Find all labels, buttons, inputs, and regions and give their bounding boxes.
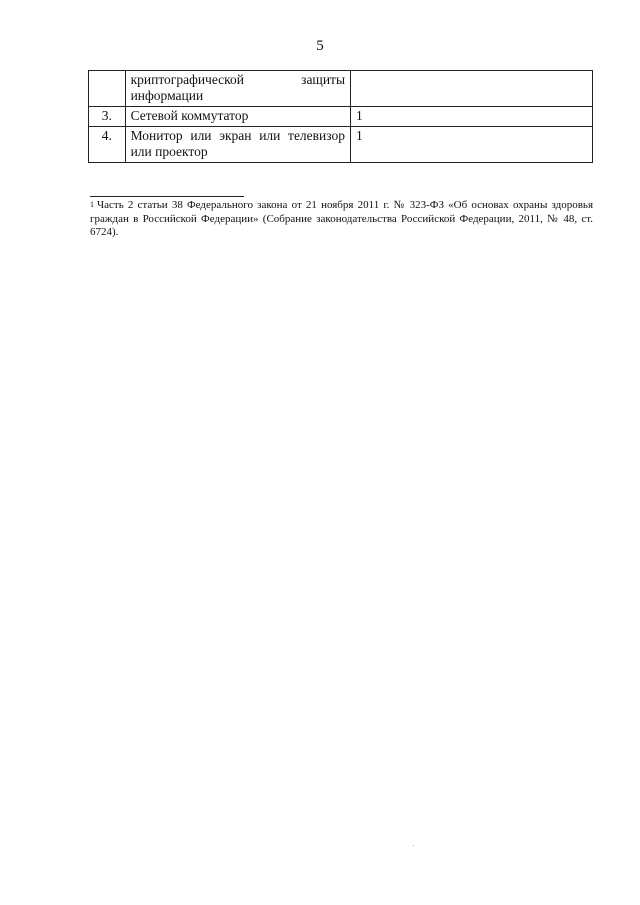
row-number-cell: 3. <box>89 107 126 127</box>
footnote-divider <box>90 196 244 197</box>
item-name-line <box>131 72 345 88</box>
page-number: 5 <box>316 38 324 54</box>
item-name-word: защиты <box>301 72 346 87</box>
quantity-cell: 1 <box>351 127 593 163</box>
item-name-word: криптографической <box>130 72 245 87</box>
equipment-table <box>88 70 593 163</box>
table-row <box>89 127 593 163</box>
row-number-cell <box>89 71 126 107</box>
table-row <box>89 71 593 107</box>
quantity-cell: 1 <box>351 107 593 127</box>
footnote-marker: 1 <box>90 200 94 209</box>
quantity-cell <box>351 71 593 107</box>
item-name-line: информации <box>130 88 204 103</box>
row-number-cell: 4. <box>89 127 126 163</box>
footnote-text: Часть 2 статьи 38 Федерального закона от 21 ноября 2011 г. № 323-ФЗ «Об основах охраны здоровья граждан в Российской Федерации» (Собрание законодательства Российской Федерации, 2011, № 48, ст. 6724). <box>90 199 593 238</box>
item-name-cell <box>125 71 350 107</box>
table-row <box>89 107 593 127</box>
item-name-cell: Монитор или экран или телевизор или проектор <box>125 127 350 163</box>
footnote <box>90 199 593 240</box>
scan-speck <box>413 845 414 846</box>
item-name-cell: Сетевой коммутатор <box>125 107 350 127</box>
